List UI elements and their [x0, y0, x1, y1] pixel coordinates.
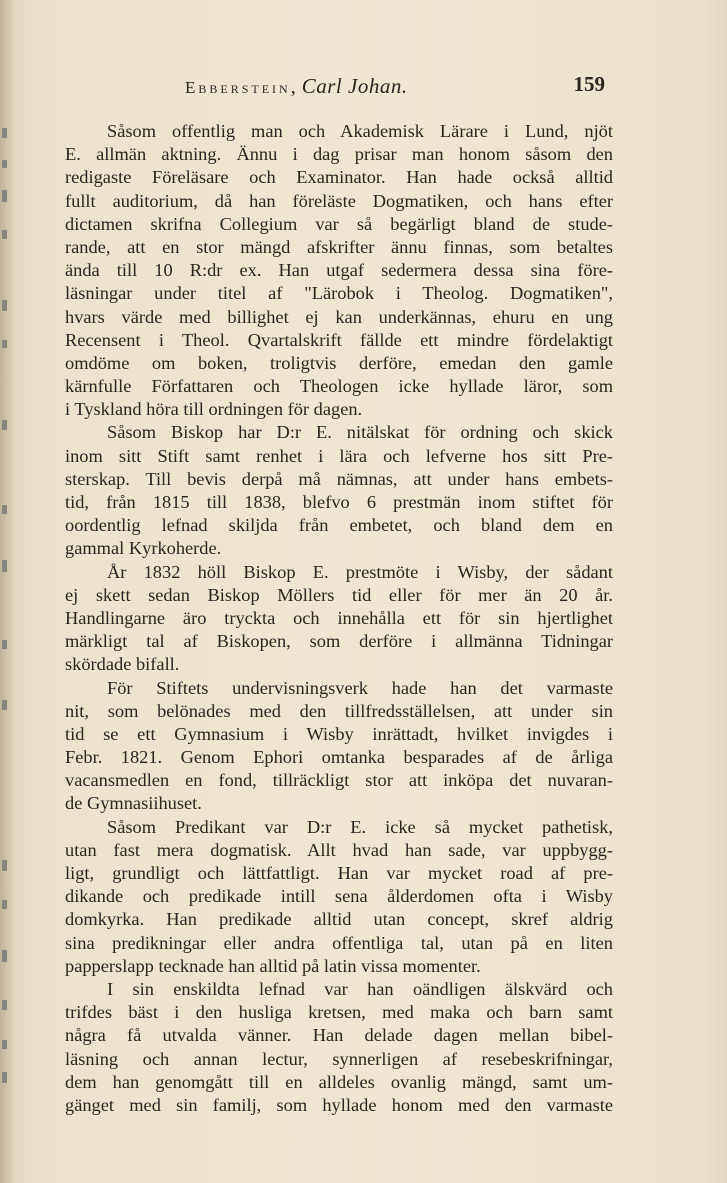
gutter-mark	[2, 190, 7, 202]
text-line: inom sitt Stift samt renhet i lära och lefverne hos sitt Pre-	[65, 445, 613, 466]
text-line: ända till 10 R:dr ex. Han utgaf sedermera dessa sina före-	[65, 260, 613, 281]
text-line: redigaste Föreläsare och Examinator. Han hade också alltid	[65, 167, 613, 188]
text-line: sina predikningar eller andra offentliga tal, utan på en liten	[65, 932, 613, 953]
text-line: tid, från 1815 till 1838, blefvo 6 prestmän inom stiftet för	[65, 492, 613, 512]
page-gutter	[0, 0, 14, 1183]
text-line: I sin enskildta lefnad var han oändligen älskvärd och	[107, 978, 613, 999]
gutter-mark	[2, 1072, 7, 1083]
text-line: skördade bifall.	[65, 654, 180, 675]
text-line: domkyrka. Han predikade alltid utan concept, skref aldrig	[65, 909, 613, 930]
gutter-mark	[2, 900, 7, 909]
text-line: Såsom offentlig man och Akademisk Lärare i Lund, njöt	[107, 121, 613, 141]
text-line: de Gymnasiihuset.	[65, 793, 202, 814]
text-line: några få utvalda vänner. Han delade dagen mellan bibel-	[65, 1025, 613, 1046]
text-line: vacansmedlen en fond, tillräckligt stor att inköpa det nuvaran-	[65, 770, 613, 791]
gutter-mark	[2, 420, 7, 430]
text-line: dictamen skrifna Collegium var så begärligt bland de stude-	[65, 213, 613, 234]
text-line: hvars värde med billighet ej kan underkännas, ehuru en ung	[65, 306, 613, 327]
text-line: rande, att en stor mängd afskrifter ännu finnas, som betaltes	[65, 236, 613, 257]
gutter-mark	[2, 128, 7, 138]
text-line: Såsom Biskop har D:r E. nitälskat för ordning och skick	[107, 422, 613, 443]
text-line: omdöme om boken, troligtvis derföre, emedan den gamle	[65, 352, 613, 373]
text-line: läsningar under titel af "Lärobok i Theolog. Dogmatiken",	[65, 283, 613, 304]
header-separator: ,	[290, 76, 297, 98]
text-line: tid se ett Gymnasium i Wisby inrättadt, hvilket invigdes i	[65, 723, 613, 744]
text-line: gänget med sin familj, som hyllade honom med den varmaste	[65, 1094, 613, 1115]
text-line: läsning och annan lectur, synnerligen af resebeskrifningar,	[65, 1048, 613, 1069]
text-line: ej skett sedan Biskop Möllers tid eller för mer än 20 år.	[65, 584, 613, 605]
text-line: dikande och predikade intill sena ålderdomen ofta i Wisby	[65, 886, 613, 907]
page-number: 159	[573, 72, 605, 96]
text-line: trifdes bäst i den husliga kretsen, med maka och barn samt	[65, 1002, 613, 1023]
text-line: År 1832 höll Biskop E. prestmöte i Wisby, der sådant	[107, 561, 613, 582]
text-line: E. allmän aktning. Ännu i dag prisar man honom såsom den	[65, 144, 613, 165]
text-line: papperslapp tecknade han alltid på latin vissa momenter.	[65, 955, 481, 976]
text-line: gammal Kyrkoherde.	[65, 538, 222, 559]
header-given-names: Carl Johan.	[301, 74, 408, 98]
text-line: kärnfulle Författaren och Theologen icke hyllade läror, som	[65, 376, 613, 397]
text-line: Såsom Predikant var D:r E. icke så mycket pathetisk,	[107, 816, 613, 837]
text-line: ligt, grundligt och lättfattligt. Han var mycket road af pre-	[65, 863, 613, 883]
gutter-mark	[2, 160, 7, 168]
text-line: märkligt tal af Biskopen, som derföre i allmänna Tidningar	[65, 631, 613, 652]
text-line: dem han genomgått till en alldeles ovanlig mängd, samt um-	[65, 1071, 613, 1092]
gutter-mark	[2, 505, 7, 514]
text-line: Handlingarne äro tryckta och innehålla ett för sin hjertlighet	[65, 607, 613, 628]
gutter-mark	[2, 860, 7, 871]
text-line: För Stiftets undervisningsverk hade han det varmaste	[107, 677, 613, 698]
text-line: nit, som belönades med den tillfredsställelsen, att under sin	[65, 700, 613, 721]
text-line: sterskap. Till bevis derpå må nämnas, att under hans embets-	[65, 468, 613, 489]
text-line: Febr. 1821. Genom Ephori omtanka besparades af de årliga	[65, 747, 613, 768]
running-header	[185, 70, 605, 110]
gutter-mark	[2, 1040, 7, 1049]
header-surname: Ebberstein	[185, 78, 291, 97]
gutter-mark	[2, 1000, 7, 1010]
gutter-mark	[2, 700, 7, 710]
gutter-mark	[2, 300, 7, 311]
body-text	[65, 120, 613, 1117]
running-title	[185, 74, 408, 99]
text-line: utan fast mera dogmatisk. Allt hvad han sade, var uppbygg-	[65, 839, 613, 860]
gutter-mark	[2, 560, 7, 572]
gutter-mark	[2, 340, 7, 348]
text-line: Recensent i Theol. Qvartalskrift fällde ett mindre fördelaktigt	[65, 329, 613, 350]
text-line: fullt auditorium, då han föreläste Dogmatiken, och hans efter	[65, 190, 613, 211]
text-line: i Tyskland höra till ordningen för dagen.	[65, 399, 363, 420]
gutter-mark	[2, 230, 7, 239]
gutter-mark	[2, 950, 7, 962]
gutter-mark	[2, 640, 7, 649]
text-line: oordentlig lefnad skiljda från embetet, och bland dem en	[65, 515, 613, 536]
